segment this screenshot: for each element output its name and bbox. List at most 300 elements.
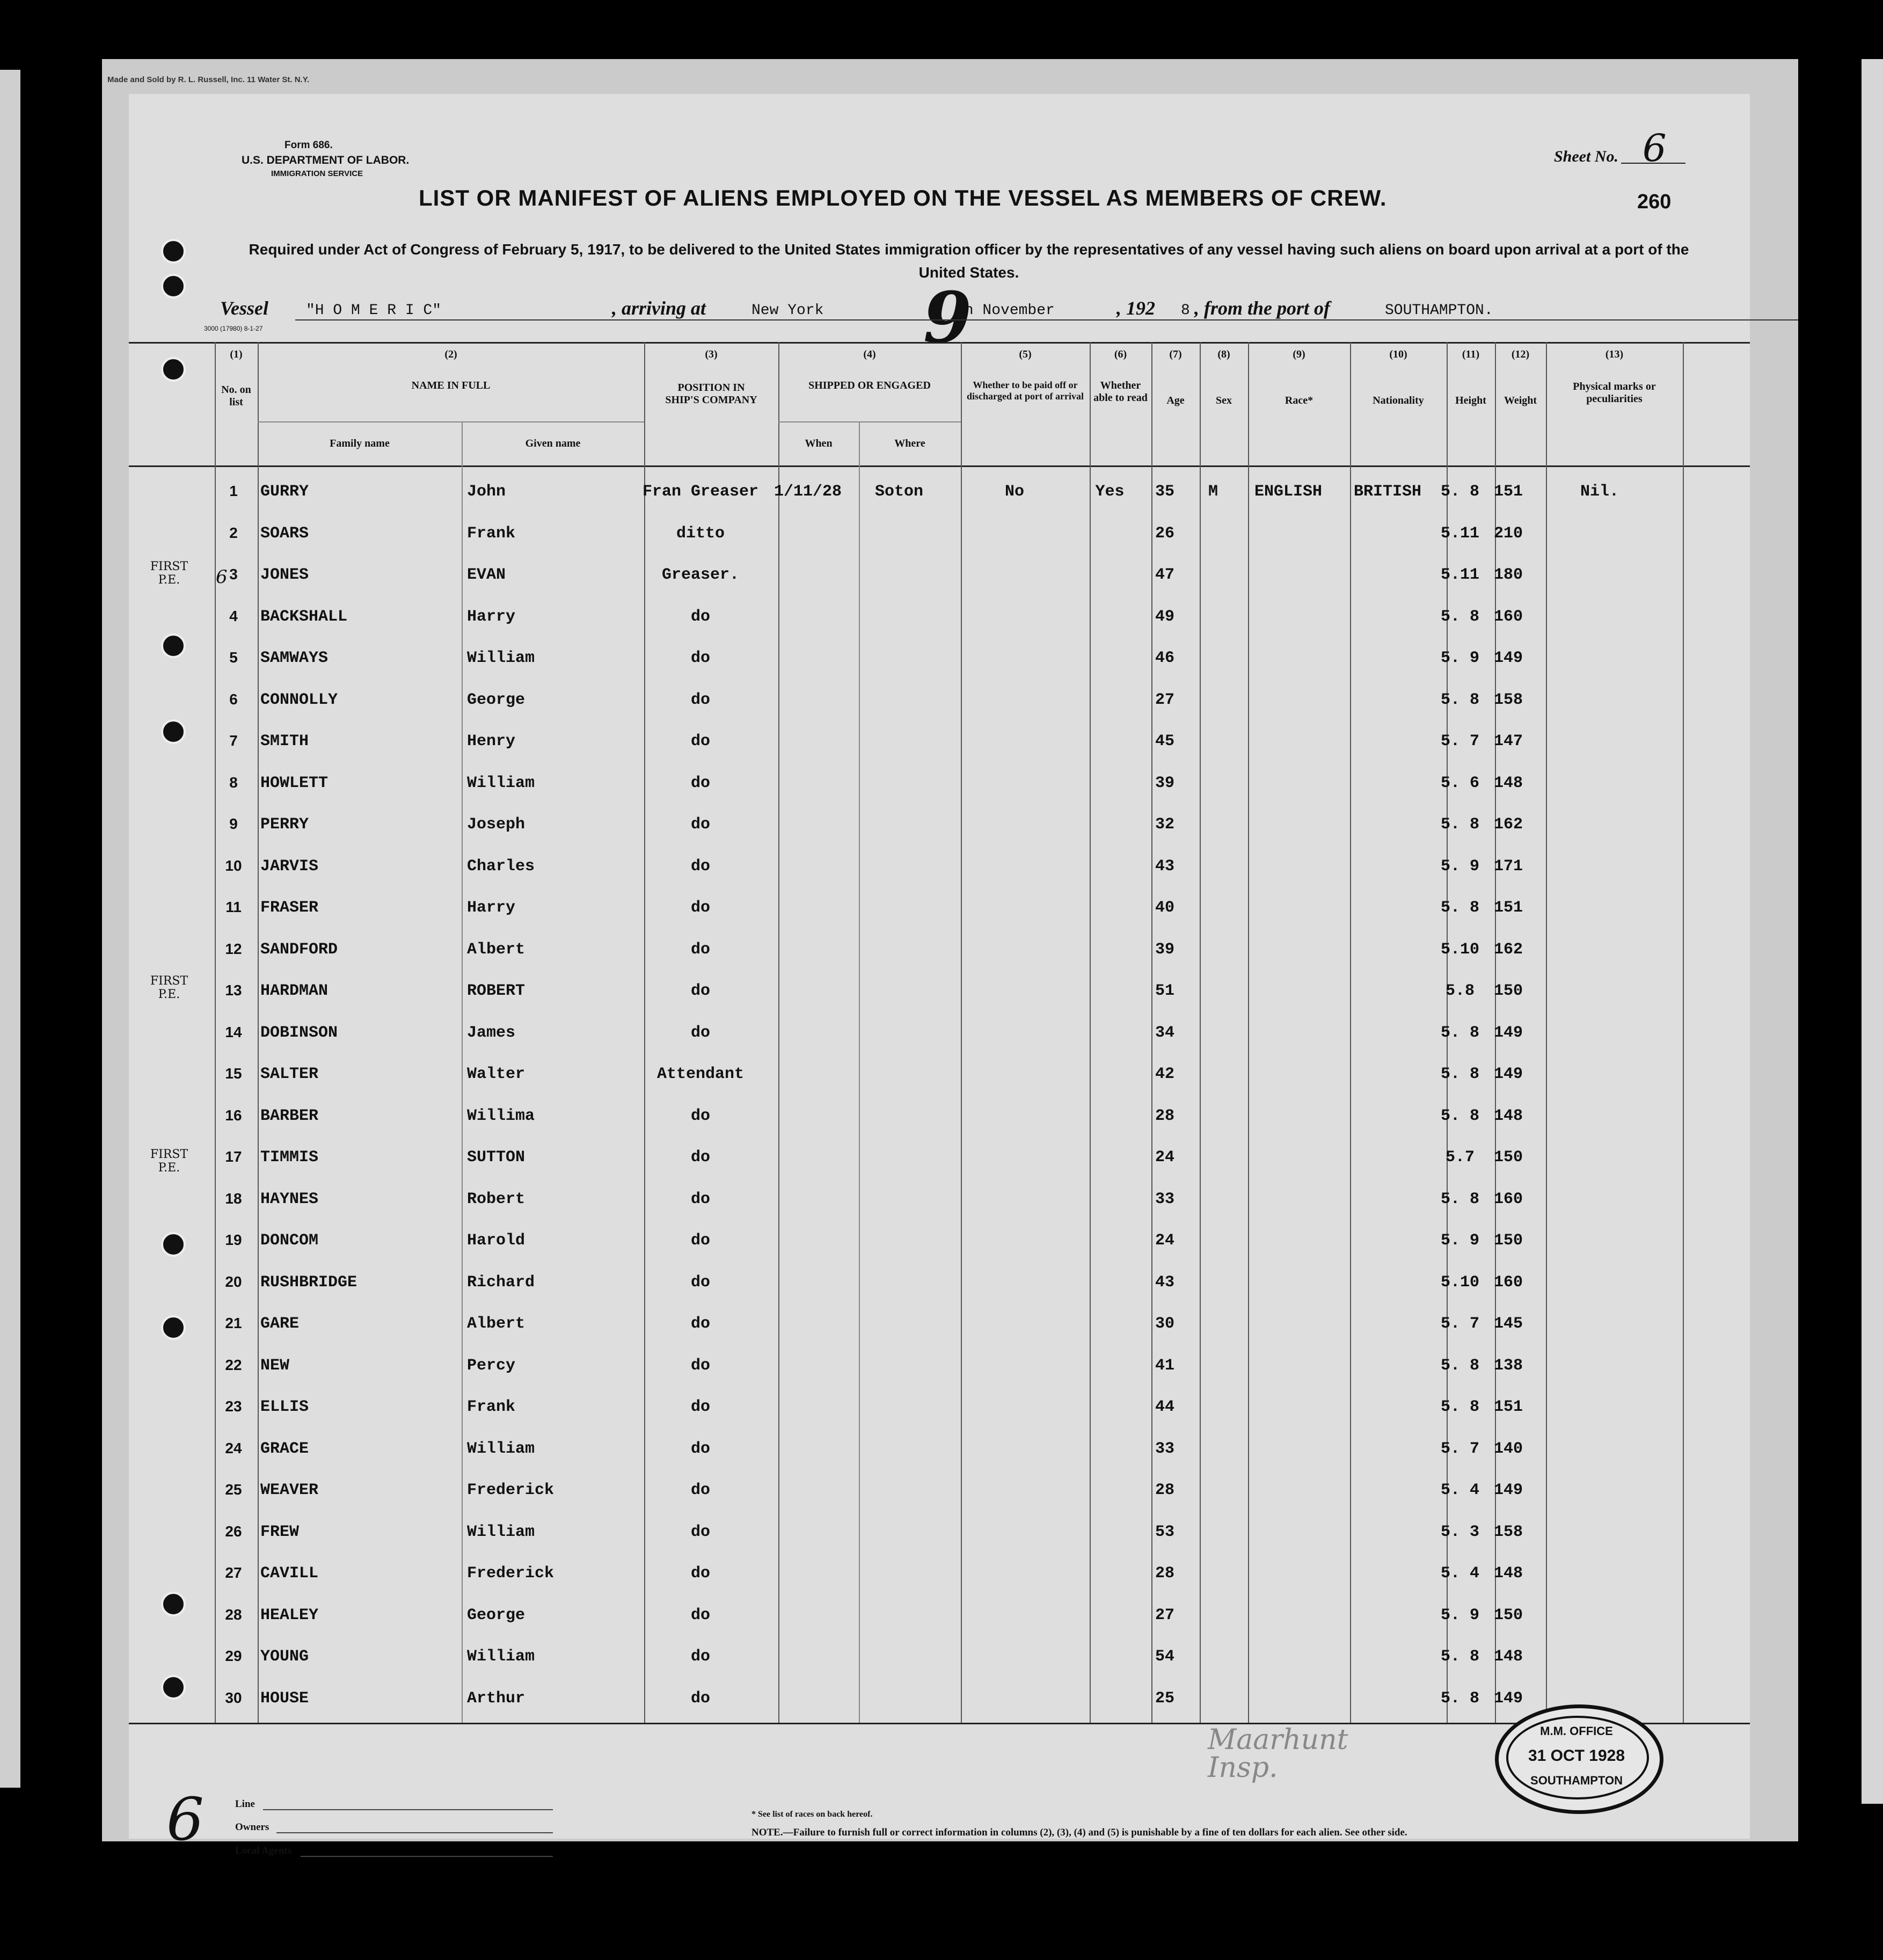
physical-marks-cell: Nil.: [1580, 483, 1619, 501]
inspector-signature: Maarhunt Insp.: [1208, 1724, 1348, 1784]
height-cell: 5.11: [1440, 566, 1479, 584]
col4-number: (4): [863, 348, 876, 360]
position-cell: Attendant: [656, 1065, 745, 1083]
weight-cell: 149: [1493, 1689, 1523, 1708]
position-cell: do: [690, 1356, 710, 1375]
given-name-cell: William: [467, 1648, 535, 1666]
service: IMMIGRATION SERVICE: [271, 169, 363, 178]
given-name-cell: Frederick: [467, 1564, 554, 1583]
arrival-day: 9: [923, 276, 972, 359]
weight-cell: 151: [1493, 483, 1523, 501]
position-cell: do: [690, 857, 710, 876]
vessel-name: "H O M E R I C": [306, 302, 442, 319]
table-row: [0, 929, 1761, 971]
table-row: [0, 720, 1761, 762]
row-number-cell: 21: [225, 1315, 242, 1331]
weight-cell: 158: [1493, 1522, 1523, 1541]
punch-hole: [161, 357, 186, 382]
punch-hole: [161, 239, 186, 264]
col4-header: SHIPPED OR ENGAGED: [808, 380, 931, 391]
table-row: [0, 1095, 1761, 1137]
given-name-cell: William: [467, 774, 535, 792]
height-cell: 5. 8: [1440, 899, 1479, 917]
given-name-cell: SUTTON: [467, 1148, 526, 1167]
position-cell: do: [690, 1023, 710, 1042]
position-cell: do: [690, 1398, 710, 1416]
height-cell: 5. 8: [1440, 1023, 1479, 1042]
position-cell: do: [690, 1106, 710, 1125]
given-name-cell: George: [467, 1606, 526, 1624]
family-name-cell: GURRY: [260, 483, 309, 501]
col11-number: (11): [1462, 348, 1480, 360]
height-cell: 5. 4: [1440, 1564, 1479, 1583]
height-cell: 5. 8: [1440, 483, 1479, 501]
family-name-cell: SMITH: [260, 732, 309, 751]
family-name-cell: PERRY: [260, 815, 309, 834]
position-cell: do: [690, 1606, 710, 1624]
position-cell: do: [690, 1315, 710, 1333]
table-row: [0, 1636, 1761, 1678]
row-number-cell: 18: [225, 1190, 242, 1207]
weight-cell: 148: [1493, 1648, 1523, 1666]
col7-number: (7): [1169, 348, 1182, 360]
position-cell: do: [690, 649, 710, 667]
given-name-cell: William: [467, 1522, 535, 1541]
given-name-cell: Percy: [467, 1356, 516, 1375]
year-label: , 192: [1116, 297, 1155, 319]
table-row: [0, 970, 1761, 1012]
col9-number: (9): [1293, 348, 1305, 360]
table-row: [0, 471, 1761, 513]
adjacent-page-right: [1862, 59, 1883, 1804]
crew-rows: [0, 471, 1761, 1722]
age-cell: 42: [1155, 1065, 1174, 1083]
given-name-cell: James: [467, 1023, 516, 1042]
row-number-cell: 26: [225, 1522, 242, 1540]
given-name-cell: Frank: [467, 524, 516, 543]
given-name-cell: Joseph: [467, 815, 526, 834]
row-number-cell: 19: [225, 1232, 242, 1248]
name-subheader-rule: [258, 421, 644, 422]
weight-cell: 140: [1493, 1439, 1523, 1458]
family-name-cell: GRACE: [260, 1439, 309, 1458]
weight-cell: 160: [1493, 1190, 1523, 1208]
family-name-cell: HEALEY: [260, 1606, 319, 1624]
table-row: [0, 1469, 1761, 1511]
height-cell: 5.10: [1440, 1273, 1479, 1292]
age-cell: 45: [1155, 732, 1174, 751]
height-cell: 5. 8: [1440, 690, 1479, 709]
year-digit: 8: [1181, 302, 1190, 319]
weight-cell: 149: [1493, 649, 1523, 667]
row-number-cell: 28: [225, 1606, 242, 1623]
able-to-read-cell: Yes: [1095, 483, 1125, 501]
header-bottom-rule: [129, 465, 1750, 467]
shipped-where-cell: Soton: [874, 483, 923, 501]
given-name-cell: Willima: [467, 1106, 535, 1125]
family-name-cell: TIMMIS: [260, 1148, 319, 1167]
position-cell: ditto: [676, 524, 725, 543]
family-name-cell: CONNOLLY: [260, 690, 338, 709]
col10-number: (10): [1389, 348, 1407, 360]
height-cell: 5. 8: [1440, 815, 1479, 834]
margin-note-first-pe: FIRST P.E.: [150, 974, 188, 1001]
row-number-cell: 3: [229, 566, 238, 582]
weight-cell: 150: [1493, 1606, 1523, 1624]
weight-cell: 150: [1493, 982, 1523, 1000]
height-cell: 5. 9: [1440, 857, 1479, 876]
weight-cell: 151: [1493, 899, 1523, 917]
weight-cell: 162: [1493, 815, 1523, 834]
position-cell: do: [690, 1148, 710, 1167]
height-cell: 5. 9: [1440, 1232, 1479, 1250]
age-cell: 27: [1155, 690, 1174, 709]
table-row: [0, 1553, 1761, 1594]
height-cell: 5. 8: [1440, 1356, 1479, 1375]
row-number-cell: 2: [229, 524, 238, 541]
row-number-cell: 17: [225, 1148, 242, 1165]
table-row: [0, 1012, 1761, 1054]
punch-hole: [161, 1592, 186, 1616]
punch-hole: [161, 1232, 186, 1257]
family-name-cell: NEW: [260, 1356, 290, 1375]
height-cell: 5. 6: [1440, 774, 1479, 792]
print-code: 3000 (17980) 8-1-27: [204, 325, 263, 332]
row-number-cell: 23: [225, 1398, 242, 1415]
margin-mark-row3: 6: [216, 566, 228, 588]
given-name-cell: EVAN: [467, 566, 506, 584]
given-name-cell: Harry: [467, 899, 516, 917]
row-number-cell: 22: [225, 1356, 242, 1373]
row-number-cell: 20: [225, 1273, 242, 1290]
given-name-cell: Frank: [467, 1398, 516, 1416]
col1-number: (1): [230, 348, 243, 360]
age-cell: 44: [1155, 1398, 1174, 1416]
family-name-cell: BACKSHALL: [260, 607, 348, 626]
age-cell: 51: [1155, 982, 1174, 1000]
given-name-cell: Harold: [467, 1232, 526, 1250]
given-name-cell: George: [467, 690, 526, 709]
age-cell: 33: [1155, 1190, 1174, 1208]
position-cell: do: [690, 690, 710, 709]
age-cell: 41: [1155, 1356, 1174, 1375]
col10-header: Nationality: [1373, 395, 1424, 406]
footer-line-label: Line: [235, 1798, 255, 1810]
table-row: [0, 1178, 1761, 1220]
table-row: [0, 762, 1761, 804]
weight-cell: 162: [1493, 940, 1523, 959]
age-cell: 28: [1155, 1564, 1174, 1583]
weight-cell: 138: [1493, 1356, 1523, 1375]
department: U.S. DEPARTMENT OF LABOR.: [242, 154, 410, 166]
footer-line-rule: [263, 1809, 553, 1810]
punch-hole: [161, 633, 186, 658]
position-cell: do: [690, 815, 710, 834]
height-cell: 5.10: [1440, 940, 1479, 959]
given-name-cell: Harry: [467, 607, 516, 626]
table-row: [0, 637, 1761, 679]
col4b-header: Where: [894, 438, 925, 449]
row-number-cell: 29: [225, 1648, 242, 1664]
row-number-cell: 30: [225, 1689, 242, 1706]
form-number: Form 686.: [284, 140, 333, 151]
given-name-cell: William: [467, 1439, 535, 1458]
family-name-cell: SALTER: [260, 1065, 319, 1083]
weight-cell: 148: [1493, 1106, 1523, 1125]
table-row: [0, 1053, 1761, 1095]
col4a-header: When: [805, 438, 833, 449]
stamp-bottom-text: SOUTHAMPTON: [1530, 1774, 1623, 1787]
position-cell: do: [690, 899, 710, 917]
col5-number: (5): [1019, 348, 1032, 360]
table-row: [0, 1678, 1761, 1719]
weight-cell: 145: [1493, 1315, 1523, 1333]
row-number-cell: 14: [225, 1023, 242, 1040]
age-cell: 40: [1155, 899, 1174, 917]
weight-cell: 160: [1493, 1273, 1523, 1292]
height-cell: 5.8: [1445, 982, 1475, 1000]
row-number-cell: 6: [229, 690, 238, 708]
family-name-cell: JARVIS: [260, 857, 319, 876]
weight-cell: 150: [1493, 1232, 1523, 1250]
weight-cell: 151: [1493, 1398, 1523, 1416]
printer-line: Made and Sold by R. L. Russell, Inc. 11 Water St. N.Y.: [107, 75, 310, 84]
weight-cell: 171: [1493, 857, 1523, 876]
paid-off-cell: No: [1004, 483, 1024, 501]
family-name-cell: BARBER: [260, 1106, 319, 1125]
footer-owners-rule: [276, 1832, 553, 1833]
age-cell: 54: [1155, 1648, 1174, 1666]
col3-number: (3): [705, 348, 718, 360]
table-row: [0, 1386, 1761, 1428]
table-row: [0, 1262, 1761, 1303]
position-cell: do: [690, 1232, 710, 1250]
col2a-header: Family name: [330, 438, 390, 449]
page-number: 260: [1637, 191, 1672, 213]
family-name-cell: HOUSE: [260, 1689, 309, 1708]
arrival-month: th November: [955, 302, 1055, 319]
position-cell: Fran Greaser: [642, 483, 759, 501]
stamp-date: 31 OCT 1928: [1528, 1747, 1625, 1765]
punch-hole: [161, 719, 186, 744]
position-cell: do: [690, 1648, 710, 1666]
family-name-cell: SANDFORD: [260, 940, 338, 959]
position-cell: do: [690, 607, 710, 626]
family-name-cell: SAMWAYS: [260, 649, 329, 667]
punch-hole: [161, 1315, 186, 1340]
age-cell: 47: [1155, 566, 1174, 584]
row-number-cell: 11: [225, 899, 242, 915]
position-cell: do: [690, 1689, 710, 1708]
height-cell: 5. 8: [1440, 1689, 1479, 1708]
weight-cell: 149: [1493, 1481, 1523, 1499]
col13-number: (13): [1605, 348, 1624, 360]
punch-hole: [161, 1675, 186, 1700]
family-name-cell: FREW: [260, 1522, 300, 1541]
col2-header: NAME IN FULL: [411, 380, 491, 391]
family-name-cell: GARE: [260, 1315, 300, 1333]
row-number-cell: 10: [225, 857, 242, 874]
height-cell: 5. 3: [1440, 1522, 1479, 1541]
position-cell: do: [690, 1439, 710, 1458]
height-cell: 5. 7: [1440, 1439, 1479, 1458]
weight-cell: 148: [1493, 1564, 1523, 1583]
weight-cell: 180: [1493, 566, 1523, 584]
position-cell: do: [690, 940, 710, 959]
table-row: [0, 1136, 1761, 1178]
sex-cell: M: [1208, 483, 1218, 501]
sheet-corner-number: 6: [166, 1785, 204, 1854]
position-cell: do: [690, 1190, 710, 1208]
age-cell: 30: [1155, 1315, 1174, 1333]
col5-header: Whether to be paid off or discharged at port of arrival: [967, 380, 1084, 402]
family-name-cell: RUSHBRIDGE: [260, 1273, 357, 1292]
mm-office-stamp: [1495, 1704, 1663, 1814]
footer-owners-label: Owners: [235, 1821, 269, 1833]
sheet-number-rule: [1621, 163, 1685, 164]
departure-port: SOUTHAMPTON.: [1385, 302, 1493, 319]
row-number-cell: 9: [229, 815, 238, 832]
age-cell: 27: [1155, 1606, 1174, 1624]
family-name-cell: DOBINSON: [260, 1023, 338, 1042]
row-number-cell: 13: [225, 982, 242, 999]
shipped-subheader-rule: [778, 421, 961, 422]
table-row: [0, 1594, 1761, 1636]
given-name-cell: Robert: [467, 1190, 526, 1208]
family-name-cell: FRASER: [260, 899, 319, 917]
table-top-rule: [129, 342, 1750, 344]
given-name-cell: Frederick: [467, 1481, 554, 1499]
age-cell: 53: [1155, 1522, 1174, 1541]
manifest-subtitle: Required under Act of Congress of February 5, 1917, to be delivered to the United States immigration officer by the representatives of any vessel having such aliens on board upon arrival at a port of the United States.: [249, 241, 1689, 281]
row-number-cell: 5: [229, 649, 238, 666]
row-number-cell: 4: [229, 607, 238, 624]
given-name-cell: Walter: [467, 1065, 526, 1083]
position-cell: do: [690, 1273, 710, 1292]
height-cell: 5. 7: [1440, 732, 1479, 751]
family-name-cell: HAYNES: [260, 1190, 319, 1208]
col6-header: Whether able to read: [1093, 380, 1148, 404]
age-cell: 35: [1155, 483, 1174, 501]
penalty-note: NOTE.—Failure to furnish full or correct information in columns (2), (3), (4) and (5) is punishable by a fine of ten dollars for each alien. See other side.: [751, 1827, 1407, 1838]
row-number-cell: 15: [225, 1065, 242, 1082]
age-cell: 46: [1155, 649, 1174, 667]
col3-header: POSITION IN SHIP'S COMPANY: [665, 382, 757, 406]
age-cell: 24: [1155, 1148, 1174, 1167]
table-row: [0, 513, 1761, 555]
family-name-cell: HOWLETT: [260, 774, 329, 792]
height-cell: 5. 8: [1440, 1106, 1479, 1125]
col11-header: Height: [1455, 395, 1486, 406]
table-row: [0, 554, 1761, 596]
given-name-cell: Albert: [467, 940, 526, 959]
row-number-cell: 12: [225, 940, 242, 957]
age-cell: 26: [1155, 524, 1174, 543]
table-row: [0, 1220, 1761, 1262]
position-cell: do: [690, 1481, 710, 1499]
footer-agents-rule: [301, 1856, 553, 1857]
row-number-cell: 27: [225, 1564, 242, 1581]
races-note: * See list of races on back hereof.: [751, 1810, 873, 1819]
weight-cell: 158: [1493, 690, 1523, 709]
given-name-cell: Arthur: [467, 1689, 526, 1708]
row-number-cell: 7: [229, 732, 238, 749]
col12-header: Weight: [1504, 395, 1537, 406]
age-cell: 24: [1155, 1232, 1174, 1250]
weight-cell: 160: [1493, 607, 1523, 626]
family-name-cell: JONES: [260, 566, 309, 584]
height-cell: 5. 8: [1440, 1648, 1479, 1666]
position-cell: do: [690, 1564, 710, 1583]
table-row: [0, 1345, 1761, 1387]
weight-cell: 210: [1493, 524, 1523, 543]
height-cell: 5. 8: [1440, 607, 1479, 626]
col9-header: Race*: [1284, 395, 1313, 406]
position-cell: do: [690, 1522, 710, 1541]
height-cell: 5. 8: [1440, 1065, 1479, 1083]
given-name-cell: William: [467, 649, 535, 667]
height-cell: 5. 8: [1440, 1190, 1479, 1208]
family-name-cell: ELLIS: [260, 1398, 309, 1416]
table-row: [0, 596, 1761, 638]
table-row: [0, 1511, 1761, 1553]
col8-header: Sex: [1216, 395, 1232, 406]
row-number-cell: 8: [229, 774, 238, 791]
crew-table: [129, 342, 1750, 1856]
table-row: [0, 846, 1761, 887]
given-name-cell: John: [467, 483, 506, 501]
table-row: [0, 1303, 1761, 1345]
arrival-port: New York: [751, 302, 824, 319]
height-cell: 5. 7: [1440, 1315, 1479, 1333]
given-name-cell: ROBERT: [467, 982, 526, 1000]
height-cell: 5.11: [1440, 524, 1479, 543]
punch-hole: [161, 274, 186, 298]
col7-header: Age: [1166, 395, 1185, 406]
given-name-cell: Charles: [467, 857, 535, 876]
manifest-sheet: [129, 94, 1750, 1856]
weight-cell: 149: [1493, 1023, 1523, 1042]
col8-number: (8): [1217, 348, 1230, 360]
vessel-label: Vessel: [220, 297, 268, 319]
col2b-header: Given name: [525, 438, 581, 449]
col2-number: (2): [444, 348, 457, 360]
row-number-cell: 25: [225, 1481, 242, 1498]
height-cell: 5. 9: [1440, 649, 1479, 667]
col6-number: (6): [1114, 348, 1127, 360]
table-row: [0, 804, 1761, 846]
weight-cell: 150: [1493, 1148, 1523, 1167]
nationality-cell: BRITISH: [1353, 483, 1422, 501]
margin-note-first-pe: FIRST P.E.: [150, 560, 188, 587]
given-name-cell: Richard: [467, 1273, 535, 1292]
family-name-cell: HARDMAN: [260, 982, 329, 1000]
age-cell: 28: [1155, 1106, 1174, 1125]
age-cell: 33: [1155, 1439, 1174, 1458]
height-cell: 5. 8: [1440, 1398, 1479, 1416]
table-row: [0, 1428, 1761, 1470]
race-cell: ENGLISH: [1254, 483, 1323, 501]
position-cell: do: [690, 982, 710, 1000]
family-name-cell: CAVILL: [260, 1564, 319, 1583]
age-cell: 34: [1155, 1023, 1174, 1042]
table-row: [0, 679, 1761, 721]
vessel-line-rule: [295, 319, 1798, 320]
age-cell: 43: [1155, 1273, 1174, 1292]
age-cell: 43: [1155, 857, 1174, 876]
from-port-label: , from the port of: [1194, 297, 1331, 319]
sheet-number: 6: [1643, 126, 1667, 170]
